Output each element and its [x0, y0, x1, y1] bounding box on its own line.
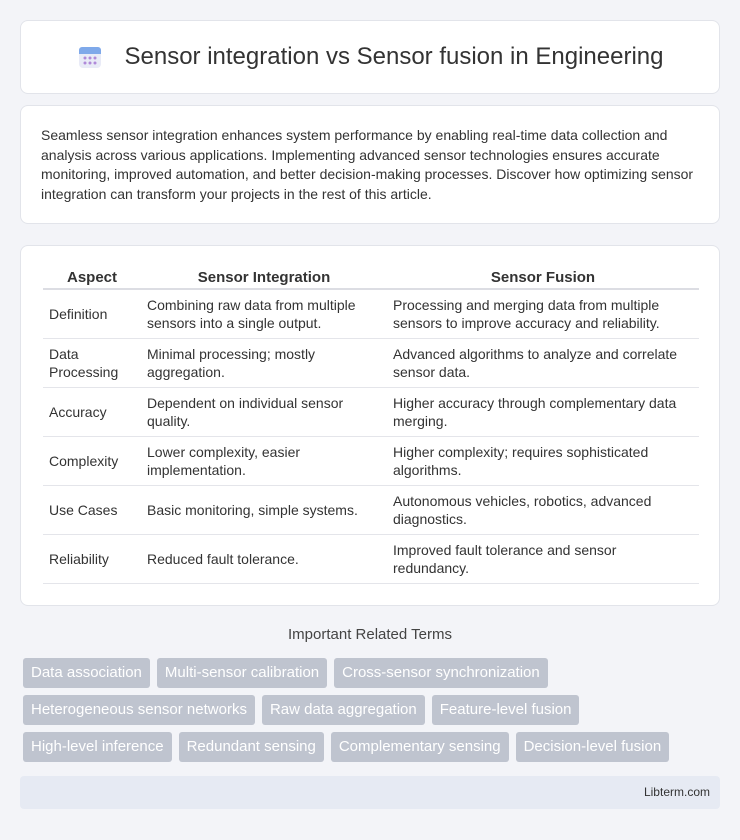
row-integration: Lower complexity, easier implementation. [141, 437, 387, 486]
row-integration: Minimal processing; mostly aggregation. [141, 339, 387, 388]
row-aspect: Reliability [43, 535, 141, 584]
table-row [43, 535, 699, 584]
footer [20, 776, 720, 809]
row-aspect: Accuracy [43, 388, 141, 437]
tag-data-association[interactable]: Data association [23, 658, 150, 688]
intro-text: Seamless sensor integration enhances system performance by enabling real-time data collection and analysis across various applications. Implementing advanced sensor technologies ensures accurate monitoring, improved automation, and better decision-making processes. Discover how optimizing sensor integration can transform your projects in the rest of this article. [41, 127, 694, 202]
table-row [43, 388, 699, 437]
intro-card [20, 105, 720, 224]
tag-high-level-inference[interactable]: High-level inference [23, 732, 172, 762]
table-row [43, 486, 699, 535]
row-aspect: Complexity [43, 437, 141, 486]
calendar-icon [77, 44, 103, 70]
row-integration: Basic monitoring, simple systems. [141, 486, 387, 535]
row-fusion: Higher complexity; requires sophisticated algorithms. [387, 437, 699, 486]
header-sensor-integration: Sensor Integration [141, 266, 387, 290]
page-title: Sensor integration vs Sensor fusion in Engineering [124, 43, 664, 70]
tag-cross-sensor-synchronization[interactable]: Cross-sensor synchronization [334, 658, 548, 688]
table-row [43, 290, 699, 339]
tag-raw-data-aggregation[interactable]: Raw data aggregation [262, 695, 425, 725]
table-header-row [43, 266, 699, 290]
header-sensor-fusion: Sensor Fusion [387, 266, 699, 290]
comparison-table [43, 266, 699, 584]
related-terms-title: Important Related Terms [288, 626, 452, 643]
row-aspect: Definition [43, 290, 141, 339]
comparison-card [20, 245, 720, 606]
row-fusion: Advanced algorithms to analyze and correlate sensor data. [387, 339, 699, 388]
tag-heterogeneous-sensor-networks[interactable]: Heterogeneous sensor networks [23, 695, 255, 725]
tag-decision-level-fusion[interactable]: Decision-level fusion [516, 732, 670, 762]
header-card [20, 20, 720, 94]
table-row [43, 339, 699, 388]
row-fusion: Higher accuracy through complementary data merging. [387, 388, 699, 437]
row-integration: Reduced fault tolerance. [141, 535, 387, 584]
tag-redundant-sensing[interactable]: Redundant sensing [179, 732, 324, 762]
row-aspect: Data Processing [43, 339, 141, 388]
row-integration: Dependent on individual sensor quality. [141, 388, 387, 437]
row-fusion: Autonomous vehicles, robotics, advanced diagnostics. [387, 486, 699, 535]
table-row [43, 437, 699, 486]
tag-multi-sensor-calibration[interactable]: Multi-sensor calibration [157, 658, 327, 688]
header-aspect: Aspect [43, 266, 141, 290]
footer-site-link[interactable]: Libterm.com [643, 785, 710, 799]
row-fusion: Improved fault tolerance and sensor redundancy. [387, 535, 699, 584]
row-integration: Combining raw data from multiple sensors into a single output. [141, 290, 387, 339]
row-aspect: Use Cases [43, 486, 141, 535]
tag-feature-level-fusion[interactable]: Feature-level fusion [432, 695, 580, 725]
tag-complementary-sensing[interactable]: Complementary sensing [331, 732, 509, 762]
row-fusion: Processing and merging data from multiple sensors to improve accuracy and reliability. [387, 290, 699, 339]
related-terms-tags [23, 658, 723, 769]
